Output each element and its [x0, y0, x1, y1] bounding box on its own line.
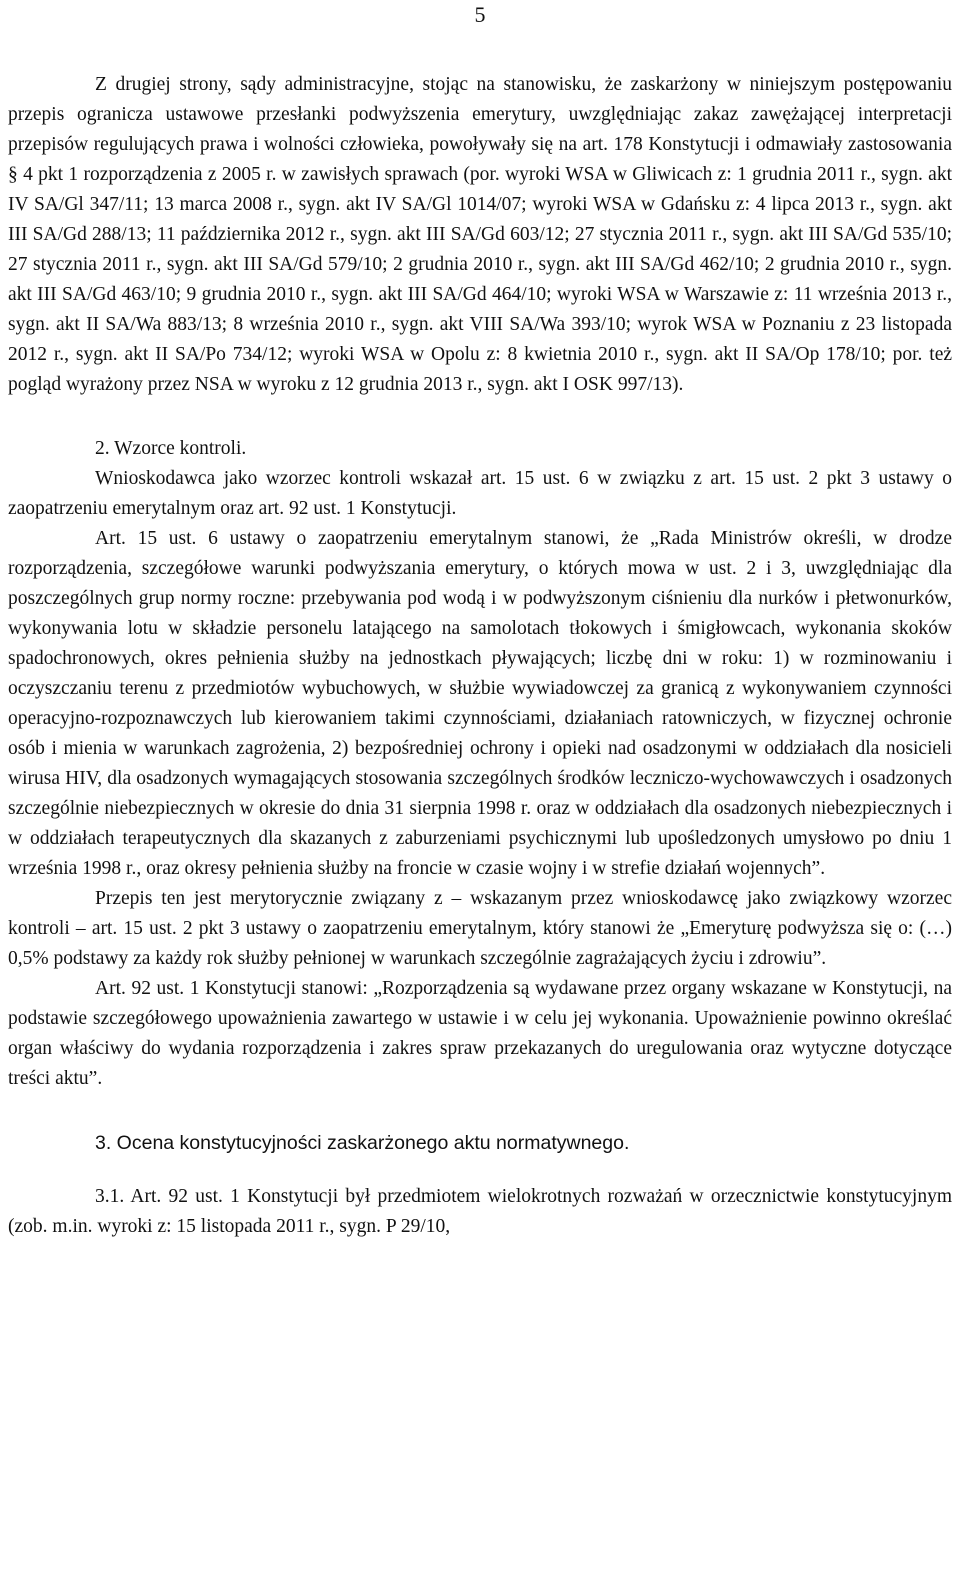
- paragraph-art-15-ust-6: Art. 15 ust. 6 ustawy o zaopatrzeniu emerytalnym stanowi, że „Rada Ministrów określi, w drodze rozporządzenia, szczegółowe warunki podwyższania emerytury, o których mowa w ust. 2 i 3, uwzględniając dla poszczególnych grup normy roczne: przebywania pod wodą i w podwyższonym ciśnieniu dla nurków i płetwonurków, wykonywania lotu w składzie personelu latającego na samolotach tłokowych i śmigłowcach, wykonania skoków spadochronowych, okres pełnienia służby na jednostkach pływających; liczbę dni w roku: 1) w rozminowaniu i oczyszczaniu terenu z przedmiotów wybuchowych, w służbie wywiadowczej za granicą z wykonywaniem czynności operacyjno-rozpoznawczych lub kierowaniem takimi czynnościami, działaniach ratowniczych, w fizycznej ochronie osób i mienia w warunkach zagrożenia, 2) bezpośredniej ochrony i opieki nad osadzonymi w oddziałach dla nosicieli wirusa HIV, dla osadzonych wymagających stosowania szczególnych środków leczniczo-wychowawczych i osadzonych szczególnie niebezpiecznych w okresie do dnia 31 sierpnia 1998 r. oraz w oddziałach dla osadzonych niebezpiecznych i w oddziałach terapeutycznych dla skazanych z zaburzeniami psychicznymi lub upośledzonych umysłowo po dniu 1 września 1998 r., oraz okresy pełnienia służby na froncie w czasie wojny i w strefie działań wojennych”.: [8, 528, 952, 879]
- paragraph-court-rulings: Z drugiej strony, sądy administracyjne, stojąc na stanowisku, że zaskarżony w niniejszym postępowaniu przepis ogranicza ustawowe przesłanki podwyższenia emerytury, uwzględniając zakaz zawężającej interpretacji przepisów regulujących prawa i wolności człowieka, powoływały się na art. 178 Konstytucji i odmawiały zastosowania § 4 pkt 1 rozporządzenia z 2005 r. w zawisłych sprawach (por. wyroki WSA w Gliwicach z: 1 grudnia 2011 r., sygn. akt IV SA/Gl 347/11; 13 marca 2008 r., sygn. akt IV SA/Gl 1014/07; wyroki WSA w Gdańsku z: 4 lipca 2013 r., sygn. akt III SA/Gd 288/13; 11 października 2012 r., sygn. akt III SA/Gd 603/12; 27 stycznia 2011 r., sygn. akt III SA/Gd 535/10; 27 stycznia 2011 r., sygn. akt III SA/Gd 579/10; 2 grudnia 2010 r., sygn. akt III SA/Gd 462/10; 2 grudnia 2010 r., sygn. akt III SA/Gd 463/10; 9 grudnia 2010 r., sygn. akt III SA/Gd 464/10; wyroki WSA w Warszawie z: 11 września 2013 r., sygn. akt II SA/Wa 883/13; 8 września 2010 r., sygn. akt VIII SA/Wa 393/10; wyrok WSA w Poznaniu z 23 listopada 2012 r., sygn. akt II SA/Po 734/12; wyroki WSA w Opolu z: 8 kwietnia 2010 r., sygn. akt II SA/Op 178/10; por. też pogląd wyrażony przez NSA w wyroku z 12 grudnia 2013 r., sygn. akt I OSK 997/13).: [8, 74, 952, 395]
- paragraph-3-1: 3.1. Art. 92 ust. 1 Konstytucji był przedmiotem wielokrotnych rozważań w orzecznictwie konstytucyjnym (zob. m.in. wyroki z: 15 listopada 2011 r., sygn. P 29/10,: [8, 1186, 952, 1237]
- section-heading-3: 3. Ocena konstytucyjności zaskarżonego aktu normatywnego.: [95, 1132, 630, 1154]
- paragraph-art-15-ust-2: Przepis ten jest merytorycznie związany z – wskazanym przez wnioskodawcę jako związkowy wzorzec kontroli – art. 15 ust. 2 pkt 3 ustawy o zaopatrzeniu emerytalnym, który stanowi że „Emeryturę podwyższa się o: (…) 0,5% podstawy za każdy rok służby pełnionej w warunkach szczególnie zagrażających życiu i zdrowiu”.: [8, 888, 952, 969]
- paragraph-control-standards: Wnioskodawca jako wzorzec kontroli wskazał art. 15 ust. 6 w związku z art. 15 ust. 2 pkt 3 ustawy o zaopatrzeniu emerytalnym oraz art. 92 ust. 1 Konstytucji.: [8, 468, 952, 519]
- paragraph-art-92: Art. 92 ust. 1 Konstytucji stanowi: „Rozporządzenia są wydawane przez organy wskazane w Konstytucji, na podstawie szczegółowego upoważnienia zawartego w ustawie i w celu jej wykonania. Upoważnienie powinno określać organ właściwy do wydania rozporządzenia i zakres spraw przekazanych do uregulowania oraz wytyczne dotyczące treści aktu”.: [8, 978, 952, 1089]
- section-heading-2: 2. Wzorce kontroli.: [95, 438, 247, 459]
- page-number: 5: [474, 2, 486, 27]
- document-body: [8, 70, 952, 1242]
